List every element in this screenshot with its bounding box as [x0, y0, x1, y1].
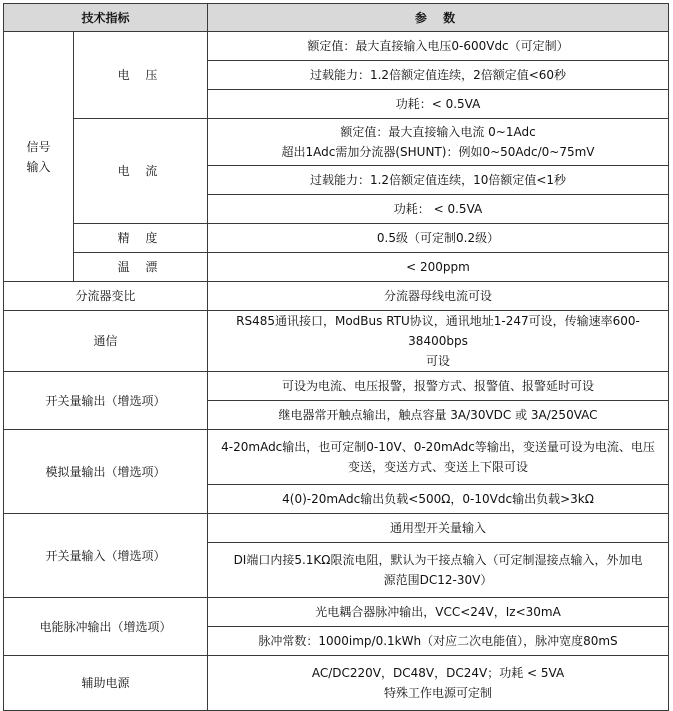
table-row [4, 430, 669, 485]
switch-output-row2: 继电器常开触点输出，触点容量 3A/30VDC 或 3A/250VAC [208, 401, 669, 430]
signal-input-label: 信号 输入 [4, 32, 74, 282]
table-row [4, 253, 669, 282]
voltage-rated: 额定值：最大直接输入电压0-600Vdc（可定制） [208, 32, 669, 61]
analog-output-label: 模拟量输出（增选项） [4, 430, 208, 514]
current-label: 电 流 [74, 119, 208, 224]
table-row [4, 282, 669, 311]
aux-power-label: 辅助电源 [4, 656, 208, 711]
pulse-output-row1: 光电耦合器脉冲输出，VCC<24V，Iz<30mA [208, 598, 669, 627]
temp-drift-label: 温 漂 [74, 253, 208, 282]
table-row [4, 224, 669, 253]
accuracy-label: 精 度 [74, 224, 208, 253]
comm-value: RS485通讯接口，ModBus RTU协议，通讯地址1-247可设，传输速率600-38400bps 可设 [208, 311, 669, 372]
switch-input-row1: 通用型开关量输入 [208, 514, 669, 543]
shunt-ratio-value: 分流器母线电流可设 [208, 282, 669, 311]
switch-input-label: 开关量输入（增选项） [4, 514, 208, 598]
pulse-output-row2: 脉冲常数：1000imp/0.1kWh（对应二次电能值），脉冲宽度80mS [208, 627, 669, 656]
table-row [4, 311, 669, 372]
comm-label: 通信 [4, 311, 208, 372]
table-row [4, 514, 669, 543]
current-overload: 过载能力：1.2倍额定值连续，10倍额定值<1秒 [208, 166, 669, 195]
header-metric: 技术指标 [4, 4, 208, 32]
table-row [4, 372, 669, 401]
temp-drift-value: < 200ppm [208, 253, 669, 282]
accuracy-value: 0.5级（可定制0.2级） [208, 224, 669, 253]
voltage-power: 功耗：< 0.5VA [208, 90, 669, 119]
aux-power-value: AC/DC220V，DC48V，DC24V；功耗 < 5VA 特殊工作电源可定制 [208, 656, 669, 711]
shunt-ratio-label: 分流器变比 [4, 282, 208, 311]
voltage-overload: 过载能力：1.2倍额定值连续，2倍额定值<60秒 [208, 61, 669, 90]
header-param: 参 数 [208, 4, 669, 32]
pulse-output-label: 电能脉冲输出（增选项） [4, 598, 208, 656]
spec-table [3, 3, 669, 711]
current-power: 功耗： < 0.5VA [208, 195, 669, 224]
header-row [4, 4, 669, 32]
switch-output-label: 开关量输出（增选项） [4, 372, 208, 430]
table-row [4, 32, 669, 61]
analog-output-row2: 4(0)-20mAdc输出负载<500Ω，0-10Vdc输出负载>3kΩ [208, 485, 669, 514]
table-row [4, 119, 669, 166]
table-row [4, 598, 669, 627]
voltage-label: 电 压 [74, 32, 208, 119]
switch-output-row1: 可设为电流、电压报警，报警方式、报警值、报警延时可设 [208, 372, 669, 401]
switch-input-row2: DI端口内接5.1KΩ限流电阻，默认为干接点输入（可定制湿接点输入，外加电 源范围DC12-30V） [208, 543, 669, 598]
analog-output-row1: 4-20mAdc输出，也可定制0-10V、0-20mAdc等输出，变送量可设为电流、电压 变送，变送方式、变送上下限可设 [208, 430, 669, 485]
current-rated: 额定值：最大直接输入电流 0~1Adc 超出1Adc需加分流器(SHUNT)：例如0~50Adc/0~75mV [208, 119, 669, 166]
table-row [4, 656, 669, 711]
